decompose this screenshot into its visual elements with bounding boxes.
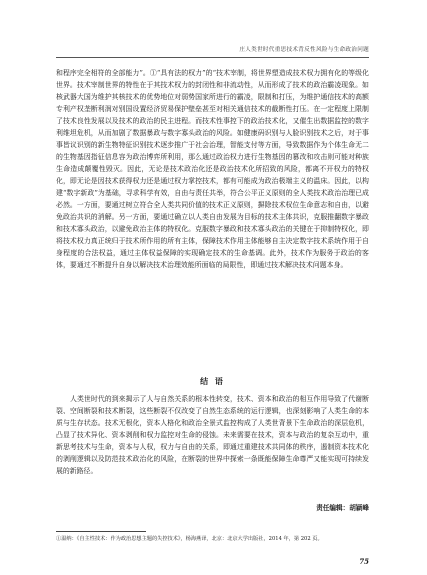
page-number: 75 — [359, 557, 369, 566]
main-body-text — [56, 67, 369, 271]
header-divider — [56, 57, 369, 58]
body-paragraph: 和程序完全相符的全部能力”。①“具有法的权力”的“技术宰制，将世界塑造成技术权力拥有化的等级化世界。技术宰制世界的特性在于其技术权力的封闭性和非流动性，从而形成了技术的政治霸凌现象。如核武器大国为维护其核技术的优势地位对弱势国家所进行的霸凌，限制和打压，为维护通信技术的高额专利产权垄断利润对别国设置经济贸易保护壁垒甚至对相关通信技术的截断性打压。在一定程度上限制了技术良性发展以及技术的政治的民主进程。而技术性事控下的政治技术化，又催生出数据监控的数字利维坦危机，从而加剧了数据暴政与数字寡头政治的风险。如健康码识别与人脸识别技术之后，对于事事皆议识别的新生物特征识别技术逐步推广于社会治理，智能支付等方面，导致数据作为个体生命无二的生物基因指征信息容为政治博弈所利用，那么通过政治权力进行生物基因的篡改和攻击则可能对种族生命造成颠覆性毁灭。因此，无论是技术政治化还是政治技术化所招致的风险，都离不开权力的特权化，即无论是因技术获得权力还是通过权力掌控技术，都有可能成为政治极端主义的温床。因此，以构建“数字新政”为基础，寻求科学有效，自由与责任共举，符合公平正义原则的全人类技术政治治理已成必然。一方面，要通过树立符合全人类共同价值的技术正义原则，摒除技术权位生命意志和自由，以避免政治共识的消解。另一方面，要通过确立以人类自由发展为目标的技术主体共识，克服推翻数字暴政和技术寡头政治，以避免政治主体的特权化。克服数字暴政和技术寡头政治的关键在于抑制特权化，即将技术权力真正统归于技术所作用的所有主体，保障技术作用主体能够自主决定数字技术系统作用于自身程度的合法权益，通过主体权益保障的实现确定技术的生命基调。此外，技术作为服务于政治的客体，要通过不断提升自身以解决技术治理效能所面临的局限性，即通过技术解决技术问题本身。 — [56, 69, 369, 269]
footnote-divider — [56, 531, 146, 532]
running-header-title: 庄人类世时代重思技术背反性风险与生命政治问题 — [239, 47, 369, 53]
responsible-editor: 责任编辑：胡颖峰 — [316, 504, 369, 512]
section-heading-conclusion: 结 语 — [200, 377, 225, 386]
footnote-text: ①温纳：《自主性技术：作为政治思想主题的失控技术》，杨海燕译，北京：北京大学出版社，2014 年，第 202 页。 — [56, 536, 323, 542]
conclusion-paragraph: 人类世时代的到来揭示了人与自然关系的根本性转变，技术、资本和政治的相互作用导致了代谢断裂、空间断裂和技术断裂，这些断裂不仅改变了自然生态系统的运行逻辑，也深刻影响了人类生命的本质与生存状态。技术无根化，资本人格化和政治全景式监控构成了人类世背景下生命政治的深层危机，凸显了技术异化、资本剥削和权力监控对生命的侵蚀。未来需要在技术，资本与政治的复杂互动中，重新思考技术与生命，资本与人权，权力与自由的关系，即通过重建技术共同体的秩序，遏制资本技术化的剥削逻辑以及防范技术政治化的风险，在断裂的世界中探索一条既能保障生命尊严又能实现可持续发展的新路径。 — [56, 395, 369, 475]
conclusion-body-text — [56, 393, 369, 477]
